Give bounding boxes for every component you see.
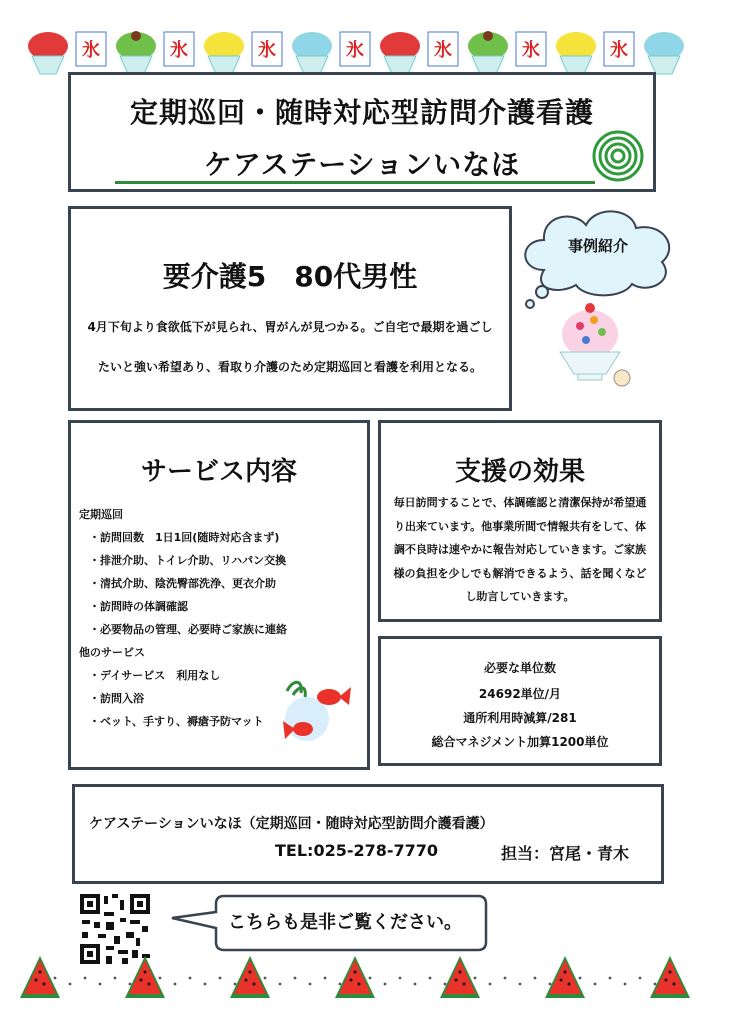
goldfish-icon bbox=[277, 671, 357, 751]
dot-decoration bbox=[264, 977, 267, 980]
shaved-ice-icon bbox=[292, 32, 332, 74]
dot-decoration bbox=[474, 977, 477, 980]
svg-text:氷: 氷 bbox=[258, 40, 276, 61]
dot-decoration bbox=[594, 983, 597, 986]
dot-decoration bbox=[639, 977, 642, 980]
shaved-ice-icon bbox=[548, 296, 638, 396]
dot-decoration bbox=[369, 977, 372, 980]
dot-decoration bbox=[114, 977, 117, 980]
service-list-item: 定期巡回 bbox=[79, 508, 123, 521]
page-title: 定期巡回・随時対応型訪問介護看護 bbox=[129, 96, 594, 129]
footer-bubble-text: こちらも是非ご覧ください。 bbox=[228, 912, 462, 933]
dot-decoration bbox=[174, 983, 177, 986]
dot-decoration bbox=[504, 977, 507, 980]
contact-person: 担当：宮尾・青木 bbox=[501, 844, 630, 863]
dot-decoration bbox=[129, 983, 132, 986]
dot-decoration bbox=[54, 977, 57, 980]
spiral-icon bbox=[591, 129, 645, 183]
shaved-ice-icon bbox=[28, 32, 68, 74]
svg-text:氷: 氷 bbox=[522, 40, 540, 61]
dot-decoration bbox=[579, 977, 582, 980]
dot-decoration bbox=[234, 983, 237, 986]
watermelon-icon bbox=[125, 956, 165, 998]
dot-decoration bbox=[324, 977, 327, 980]
units-monthly: 24692単位/月 bbox=[478, 687, 562, 701]
dot-decoration bbox=[429, 977, 432, 980]
watermelon-border bbox=[20, 950, 710, 1006]
dot-decoration bbox=[219, 977, 222, 980]
service-list-item: ・デイサービス 利用なし bbox=[89, 669, 221, 682]
watermelon-icon bbox=[230, 956, 270, 998]
dot-decoration bbox=[294, 977, 297, 980]
dot-decoration bbox=[609, 977, 612, 980]
service-list-item: ・排泄介助、トイレ介助、リハパン交換 bbox=[89, 554, 287, 567]
dot-decoration bbox=[279, 983, 282, 986]
shaved-ice-icon bbox=[556, 32, 596, 74]
dot-decoration bbox=[549, 983, 552, 986]
svg-text:氷: 氷 bbox=[434, 40, 452, 61]
effect-heading: 支援の効果 bbox=[454, 457, 585, 487]
effect-text: 毎日訪問することで、体調確認と清潔保持が希望通り出来ています。他事業所間で情報共有をして、体調不良時は速やかに報告対応していきます。ご家族様の負担を少しでも解消できるよう、話を聞くなどし助言していきます。 bbox=[393, 496, 647, 603]
dot-decoration bbox=[69, 983, 72, 986]
case-description: 4月下旬より食欲低下が見られ、胃がんが見つかる。ご自宅で最期を過ごしたいと強い希望あり、看取り介護のため定期巡回と看護を利用となる。 bbox=[87, 320, 493, 374]
dot-decoration bbox=[159, 977, 162, 980]
page-subtitle: ケアステーションいなほ bbox=[203, 148, 521, 181]
dot-decoration bbox=[399, 977, 402, 980]
service-list-item: ・訪問時の体調確認 bbox=[89, 600, 188, 613]
contact-tel[interactable]: TEL:025-278-7770 bbox=[275, 841, 439, 860]
ice-flag-icon bbox=[340, 32, 370, 66]
shaved-ice-icon bbox=[468, 31, 508, 74]
ice-flag-icon bbox=[516, 32, 546, 66]
dot-decoration bbox=[384, 983, 387, 986]
service-list-item: ・訪問回数 1日1回(随時対応含まず) bbox=[89, 531, 280, 544]
units-commute: 通所利用時減算/281 bbox=[463, 711, 577, 725]
dot-decoration bbox=[204, 983, 207, 986]
dot-decoration bbox=[534, 977, 537, 980]
shaved-ice-icon bbox=[380, 32, 420, 74]
ice-flag-icon bbox=[164, 32, 194, 66]
service-box bbox=[68, 420, 370, 770]
dot-decoration bbox=[414, 983, 417, 986]
title-underline bbox=[115, 181, 595, 184]
dot-decoration bbox=[444, 983, 447, 986]
svg-text:氷: 氷 bbox=[82, 40, 100, 61]
dot-decoration bbox=[309, 983, 312, 986]
watermelon-icon bbox=[650, 956, 690, 998]
shaved-ice-icon bbox=[116, 31, 156, 74]
units-management: 総合マネジメント加算1200単位 bbox=[431, 735, 609, 749]
watermelon-icon bbox=[20, 956, 60, 998]
service-list-item: ・訪問入浴 bbox=[89, 692, 144, 705]
dot-decoration bbox=[99, 983, 102, 986]
service-list-item: ・清拭介助、陰洗臀部洗浄、更衣介助 bbox=[89, 577, 276, 590]
watermelon-icon bbox=[335, 956, 375, 998]
case-bubble-label: 事例紹介 bbox=[567, 237, 628, 255]
dot-decoration bbox=[339, 983, 342, 986]
units-heading: 必要な単位数 bbox=[483, 661, 556, 675]
service-list bbox=[79, 503, 287, 733]
watermelon-icon bbox=[440, 956, 480, 998]
case-heading: 要介護5 80代男性 bbox=[162, 260, 418, 293]
units-box bbox=[378, 636, 662, 766]
shaved-ice-icon bbox=[204, 32, 244, 74]
dot-decoration bbox=[519, 983, 522, 986]
dot-decoration bbox=[189, 977, 192, 980]
contact-name: ケアステーションいなほ（定期巡回・随時対応型訪問介護看護） bbox=[89, 816, 494, 832]
contact-box bbox=[72, 784, 664, 884]
svg-text:氷: 氷 bbox=[346, 40, 364, 61]
title-box bbox=[68, 72, 656, 192]
dot-decoration bbox=[624, 983, 627, 986]
dot-decoration bbox=[489, 983, 492, 986]
ice-flag-icon bbox=[604, 32, 634, 66]
svg-text:氷: 氷 bbox=[610, 40, 628, 61]
dot-decoration bbox=[654, 983, 657, 986]
shaved-ice-icon bbox=[644, 32, 684, 74]
service-list-item: ・必要物品の管理、必要時ご家族に連絡 bbox=[89, 623, 287, 636]
watermelon-icon bbox=[545, 956, 585, 998]
case-box bbox=[68, 206, 512, 411]
effect-box bbox=[378, 420, 662, 622]
service-list-item: ・ベット、手すり、褥瘡予防マット bbox=[89, 715, 264, 728]
ice-flag-icon bbox=[252, 32, 282, 66]
service-heading: サービス内容 bbox=[140, 457, 297, 487]
service-list-item: 他のサービス bbox=[79, 646, 145, 659]
dot-decoration bbox=[84, 977, 87, 980]
svg-text:氷: 氷 bbox=[170, 40, 188, 61]
ice-flag-icon bbox=[428, 32, 458, 66]
ice-flag-icon bbox=[76, 32, 106, 66]
